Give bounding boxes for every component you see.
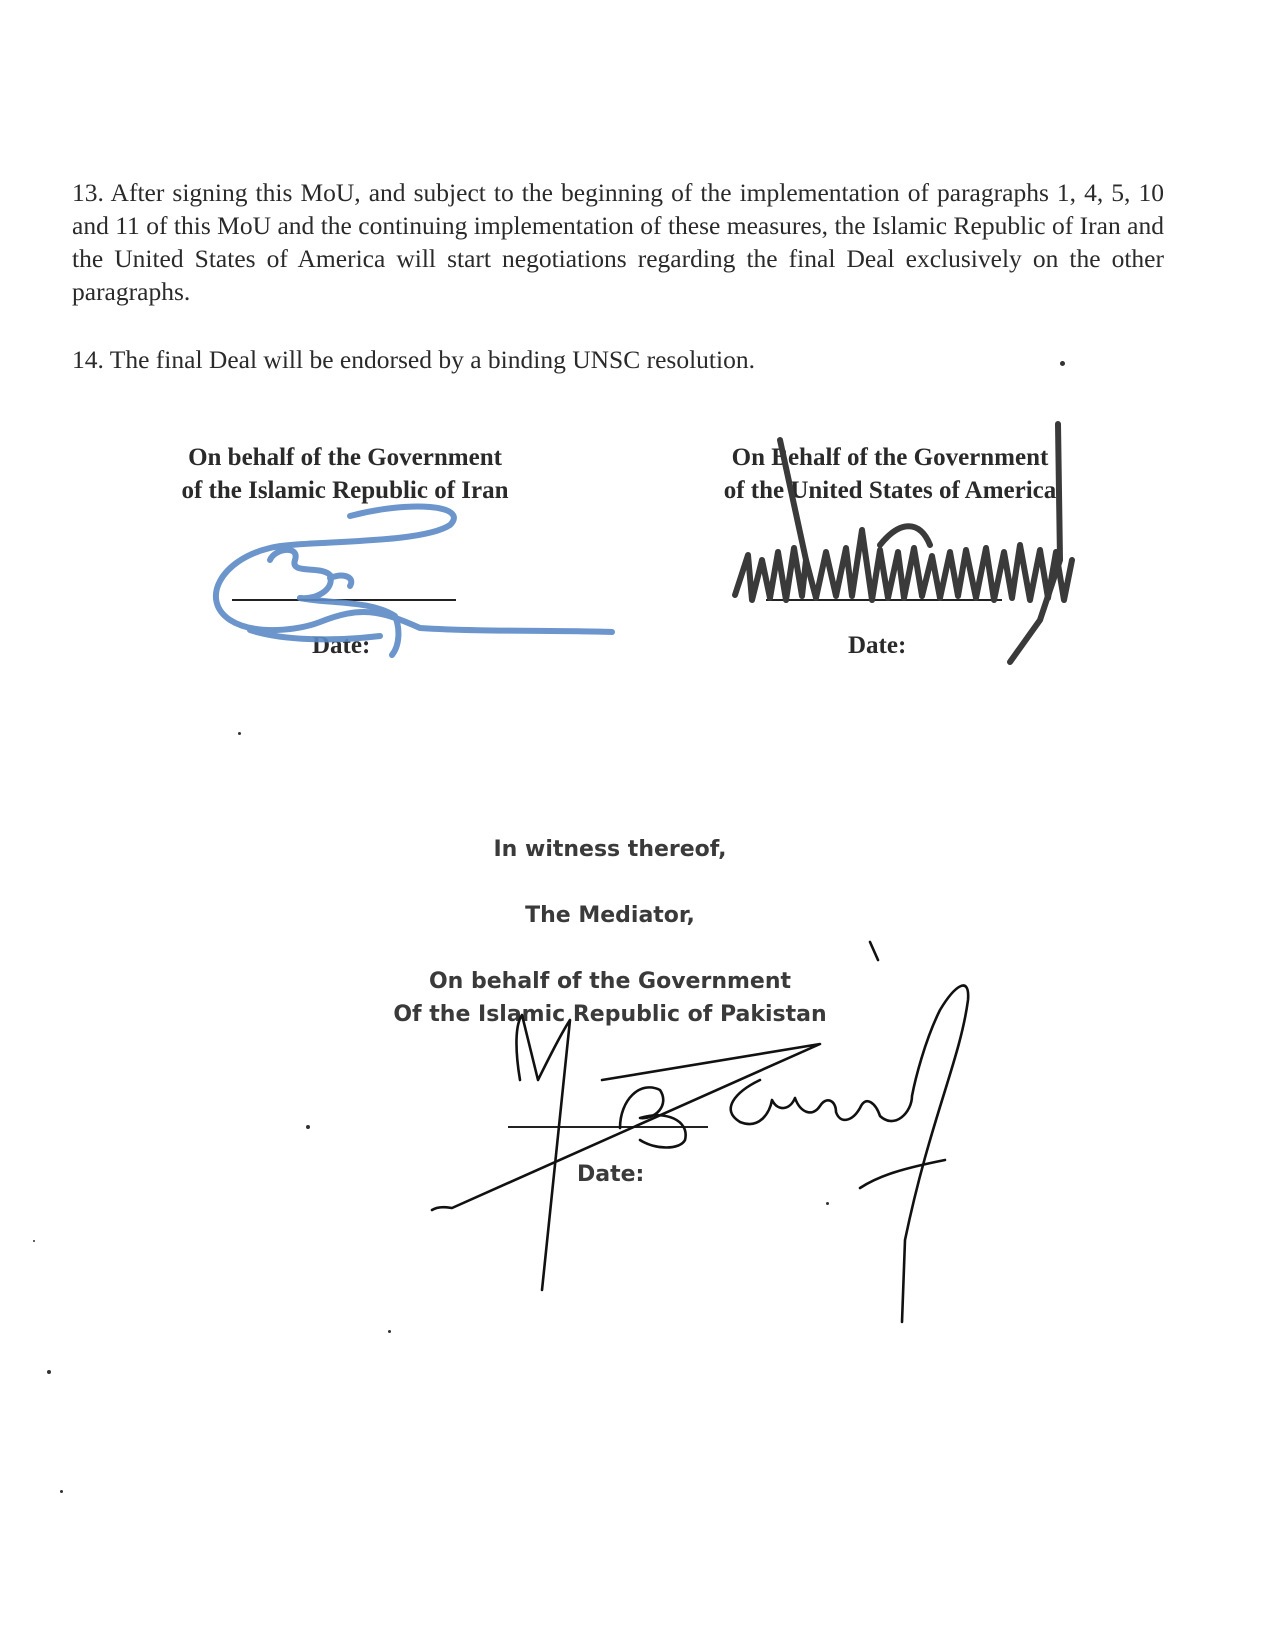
mediator-heading: The Mediator, — [525, 903, 695, 928]
pakistan-title-line1: On behalf of the Government — [428, 969, 792, 994]
scan-speck — [238, 732, 241, 735]
scan-speck — [47, 1370, 51, 1374]
iran-title-line1: On behalf of the Government — [188, 444, 502, 471]
iran-date-label: Date: — [312, 632, 371, 659]
pakistan-signature-line — [508, 1126, 708, 1128]
us-date-label: Date: — [848, 632, 907, 659]
paragraph-14: 14. The final Deal will be endorsed by a binding UNSC resolution. — [72, 345, 755, 374]
scan-speck — [388, 1330, 391, 1333]
iran-signatory-title — [150, 441, 540, 507]
us-title-line1: On Behalf of the Government — [731, 444, 1049, 471]
pakistan-title-line2: Of the Islamic Republic of Pakistan — [393, 1002, 827, 1027]
pakistan-signatory-title — [340, 965, 880, 1031]
iran-title-line2: of the Islamic Republic of Iran — [181, 477, 509, 504]
iran-signature — [216, 506, 612, 655]
us-signatory-title — [690, 441, 1090, 507]
us-signature-line — [766, 599, 1002, 601]
paragraph-13: 13. After signing this MoU, and subject to the beginning of the implementation of paragraphs 1, 4, 5, 10 and 11 of this MoU and the continuing implementation of these measures, the Islamic Republic of Iran and the United States of America will start negotiations regarding the final Deal exclusively on the other paragraphs. — [72, 178, 1164, 306]
scan-speck — [306, 1125, 310, 1129]
scan-speck — [1060, 361, 1065, 366]
pakistan-date-label: Date: — [577, 1162, 645, 1187]
scan-speck — [60, 1490, 63, 1493]
witness-heading: In witness thereof, — [493, 837, 727, 862]
iran-signature-line — [232, 599, 456, 601]
scan-speck — [33, 1240, 35, 1242]
scan-speck — [826, 1202, 829, 1205]
us-title-line2: of the United States of America — [723, 477, 1057, 504]
